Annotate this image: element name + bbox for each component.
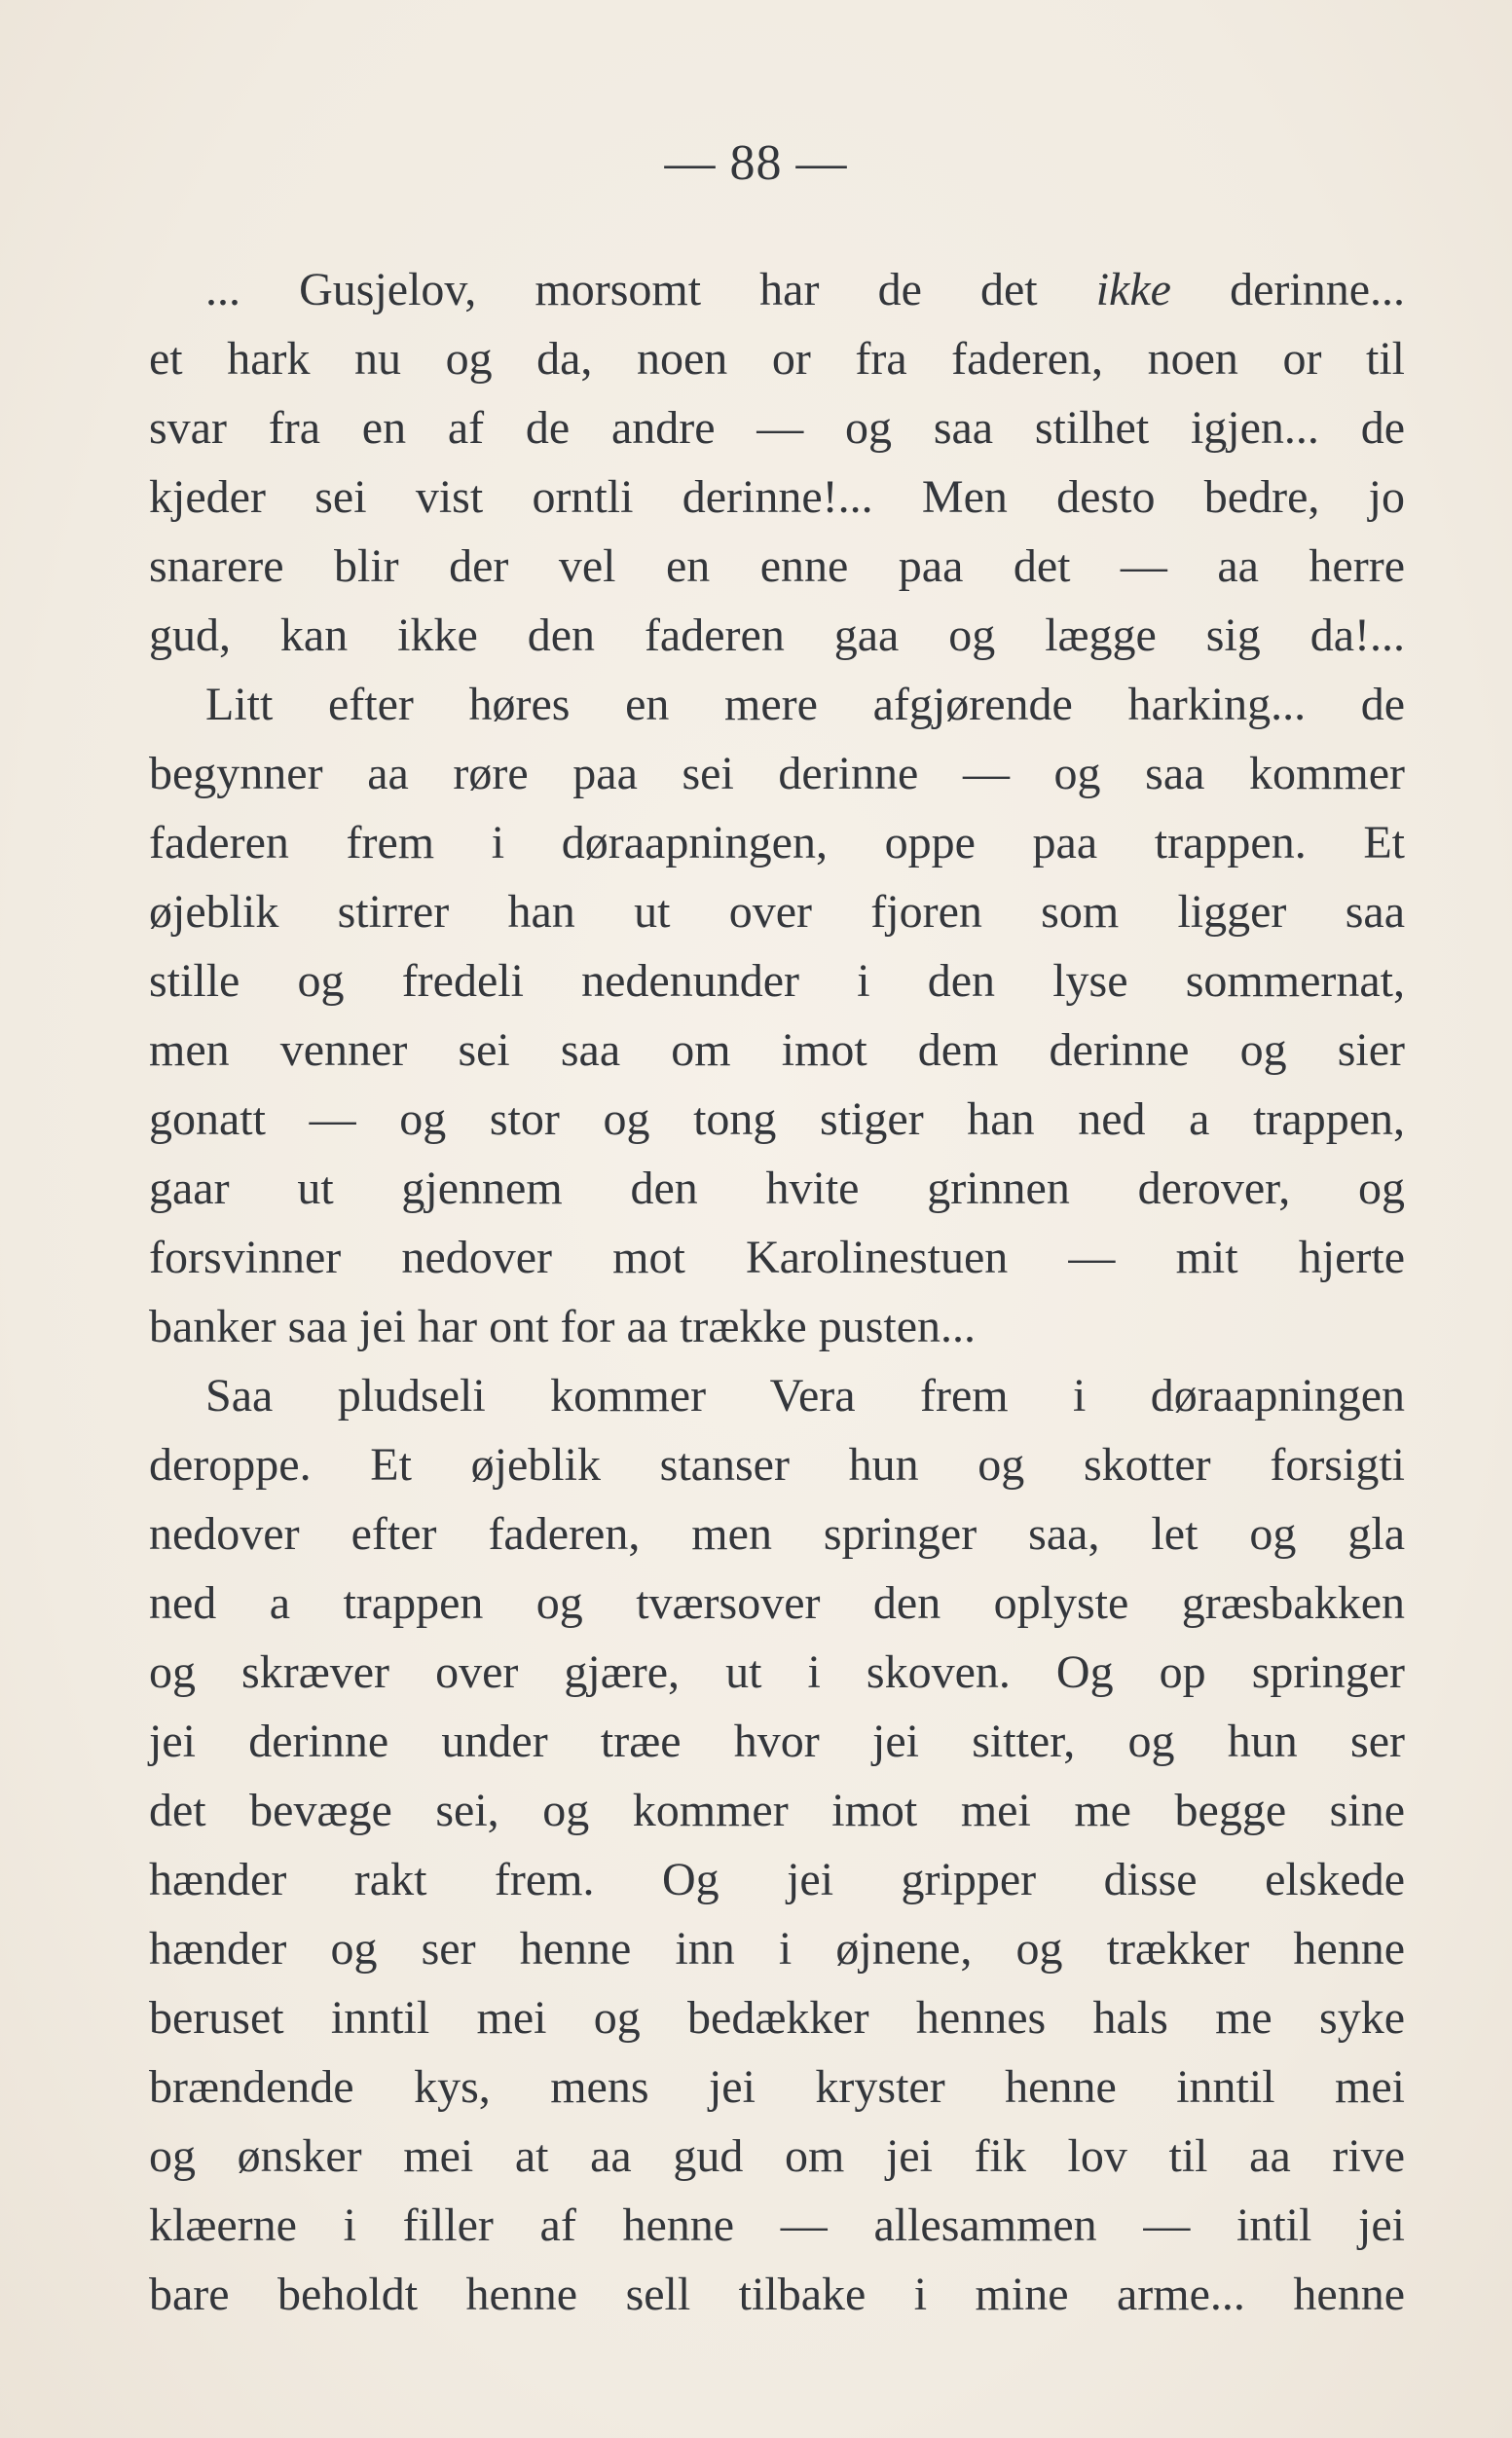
text-line: snarere blir der vel en enne paa det — aa herre (149, 540, 1405, 592)
text-line: brændende kys, mens jei kryster henne inntil mei (149, 2061, 1405, 2113)
emphasis-text: ikke (1095, 264, 1171, 315)
text-line: deroppe. Et øjeblik stanser hun og skotter forsigti (149, 1439, 1405, 1491)
text-line: klæerne i filler af henne — allesammen — intil jei (149, 2199, 1405, 2251)
text-line: gaar ut gjennem den hvite grinnen derover, og (149, 1163, 1405, 1214)
text-line: forsvinner nedover mot Karolinestuen — mit hjerte (149, 1232, 1405, 1283)
text-line: begynner aa røre paa sei derinne — og saa kommer (149, 748, 1405, 799)
text-line: Saa pludseli kommer Vera frem i døraapningen (205, 1370, 1405, 1422)
text-line: stille og fredeli nedenunder i den lyse sommernat, (149, 955, 1405, 1007)
text-line: men venner sei saa om imot dem derinne og sier (149, 1024, 1405, 1076)
text-line: beruset inntil mei og bedækker hennes hals me syke (149, 1992, 1405, 2044)
text-line: hænder og ser henne inn i øjnene, og trækker henne (149, 1923, 1405, 1975)
text-line: gud, kan ikke den faderen gaa og lægge sig da!... (149, 610, 1405, 661)
text-line: øjeblik stirrer han ut over fjoren som ligger saa (149, 886, 1405, 938)
text-line: bare beholdt henne sell tilbake i mine arme... henne (149, 2269, 1405, 2320)
text-line: Litt efter høres en mere afgjørende harking... de (205, 679, 1405, 730)
text-line: gonatt — og stor og tong stiger han ned a trappen, (149, 1093, 1405, 1145)
text-line: det bevæge sei, og kommer imot mei me begge sine (149, 1785, 1405, 1836)
text-line: og skræver over gjære, ut i skoven. Og op springer (149, 1646, 1405, 1698)
text-line: svar fra en af de andre — og saa stilhet igjen... de (149, 402, 1405, 454)
text-line: hænder rakt frem. Og jei gripper disse elskede (149, 1854, 1405, 1905)
text-line: faderen frem i døraapningen, oppe paa trappen. Et (149, 817, 1405, 868)
body-text (149, 255, 1405, 2329)
text-line: nedover efter faderen, men springer saa, let og gla (149, 1508, 1405, 1560)
text-line: jei derinne under træe hvor jei sitter, og hun ser (149, 1716, 1405, 1767)
text-line: kjeder sei vist orntli derinne!... Men desto bedre, jo (149, 471, 1405, 523)
text-line: ... Gusjelov, morsomt har de det ikke derinne... (205, 264, 1405, 315)
text-line: ned a trappen og tværsover den oplyste græsbakken (149, 1577, 1405, 1629)
text-line: banker saa jei har ont for aa trække pusten... (149, 1301, 977, 1352)
text-line: et hark nu og da, noen or fra faderen, noen or til (149, 333, 1405, 385)
text-line: og ønsker mei at aa gud om jei fik lov til aa rive (149, 2130, 1405, 2182)
page-number: — 88 — (664, 135, 848, 191)
